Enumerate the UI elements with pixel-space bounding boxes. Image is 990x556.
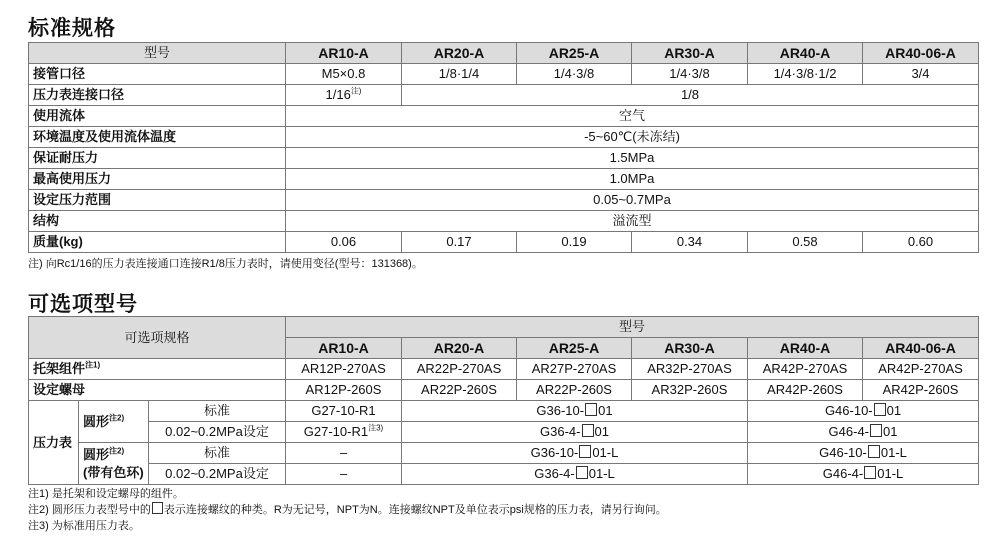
header-model: AR40-A	[748, 338, 863, 359]
cell-value: 1/4·3/8	[632, 64, 748, 85]
cell-value: 1/8·1/4	[402, 64, 517, 85]
cell-value: 0.05~0.7MPa	[286, 190, 979, 211]
cell-value	[286, 422, 402, 443]
gauge-type-label: 0.02~0.2MPa设定	[149, 422, 286, 443]
table-header-row	[29, 317, 979, 338]
footnote-2-text: 表示连接螺纹的种类。R为无记号，NPT为N。连接螺纹NPT及单位表示psi规格的压力表，请另行询问。	[163, 504, 667, 516]
cell-value: 空气	[286, 106, 979, 127]
row-label: 设定螺母	[29, 380, 286, 401]
cell-value: AR32P-270AS	[632, 359, 748, 380]
cell-value: 溢流型	[286, 211, 979, 232]
header-model-label: 型号	[286, 317, 979, 338]
header-model-label: 型号	[29, 43, 286, 64]
footnote-1: 注1) 是托架和设定螺母的组件。	[28, 488, 184, 500]
cell-value: 0.58	[748, 232, 863, 253]
footnote-marker: 注)	[350, 86, 362, 96]
cell-text: 01-L	[877, 466, 904, 481]
cell-value	[402, 422, 748, 443]
thread-placeholder-box	[576, 466, 588, 479]
round-color-gauge-label	[79, 443, 149, 485]
thread-placeholder-box	[579, 445, 591, 458]
row-label: 质量(kg)	[29, 232, 286, 253]
cell-value: 0.60	[863, 232, 979, 253]
cell-text: G36-10-	[536, 403, 585, 418]
row-label: 保证耐压力	[29, 148, 286, 169]
footnote-marker: 注3)	[368, 423, 384, 433]
table-row	[29, 232, 979, 253]
header-model: AR40-A	[748, 43, 863, 64]
header-model: AR40-06-A	[863, 338, 979, 359]
cell-value: 1/4·3/8	[517, 64, 632, 85]
cell-value: 3/4	[863, 64, 979, 85]
thread-placeholder-box	[874, 403, 886, 416]
round-color-text: 圆形	[83, 446, 110, 462]
row-label: 压力表连接口径	[29, 85, 286, 106]
cell-value: G27-10-R1	[286, 401, 402, 422]
table-row	[29, 401, 979, 422]
cell-text: 01-L	[588, 466, 615, 481]
table-row	[29, 211, 979, 232]
header-model: AR20-A	[402, 43, 517, 64]
cell-value: AR42P-260S	[863, 380, 979, 401]
cell-value	[748, 401, 979, 422]
cell-value: AR32P-260S	[632, 380, 748, 401]
cell-value: 1.5MPa	[286, 148, 979, 169]
table-row	[29, 127, 979, 148]
row-label-text: 托架组件	[33, 361, 86, 376]
header-model: AR25-A	[517, 43, 632, 64]
table-row	[29, 190, 979, 211]
thread-placeholder-box	[152, 502, 163, 514]
table-row	[29, 464, 979, 485]
cell-value	[402, 401, 748, 422]
cell-value: AR22P-260S	[402, 380, 517, 401]
header-model: AR10-A	[286, 43, 402, 64]
cell-value	[402, 464, 748, 485]
cell-text: G46-4-	[822, 466, 864, 481]
gauge-type-label: 标准	[149, 443, 286, 464]
cell-value	[748, 422, 979, 443]
cell-text: 01	[594, 424, 609, 439]
cell-value: M5×0.8	[286, 64, 402, 85]
cell-text: G46-4-	[828, 424, 870, 439]
table-row	[29, 443, 979, 464]
footnote-marker: 注2)	[109, 413, 125, 423]
row-label	[29, 359, 286, 380]
cell-value: 1/8	[402, 85, 979, 106]
cell-value: AR42P-270AS	[863, 359, 979, 380]
thread-placeholder-box	[585, 403, 597, 416]
cell-text: 01	[886, 403, 902, 418]
table-row	[29, 148, 979, 169]
gauge-type-label: 0.02~0.2MPa设定	[149, 464, 286, 485]
thread-placeholder-box	[582, 424, 594, 437]
cell-value: AR12P-260S	[286, 380, 402, 401]
cell-text: G36-4-	[540, 424, 581, 439]
options-table	[28, 316, 979, 485]
cell-value: 0.17	[402, 232, 517, 253]
header-model: AR30-A	[632, 338, 748, 359]
cell-value: 1.0MPa	[286, 169, 979, 190]
standard-spec-table	[28, 42, 979, 253]
cell-text: G36-4-	[534, 466, 575, 481]
row-label: 环境温度及使用流体温度	[29, 127, 286, 148]
row-label: 接管口径	[29, 64, 286, 85]
table-header-row	[29, 43, 979, 64]
options-footnotes	[28, 486, 667, 534]
table-row	[29, 64, 979, 85]
cell-value: 0.19	[517, 232, 632, 253]
footnote-3: 注3) 为标准用压力表。	[28, 520, 140, 532]
row-label: 结构	[29, 211, 286, 232]
cell-text: G27-10-R1	[303, 424, 369, 439]
cell-value: -5~60℃(未冻结)	[286, 127, 979, 148]
table-row	[29, 169, 979, 190]
cell-value: 1/4·3/8·1/2	[748, 64, 863, 85]
footnote-2	[28, 502, 667, 518]
gauge-label: 压力表	[29, 401, 79, 485]
header-model: AR30-A	[632, 43, 748, 64]
cell-value: AR22P-270AS	[402, 359, 517, 380]
cell-text: 01	[598, 403, 613, 418]
thread-placeholder-box	[870, 424, 882, 437]
row-label: 最高使用压力	[29, 169, 286, 190]
table-row	[29, 422, 979, 443]
cell-value	[748, 443, 979, 464]
cell-text: G36-10-	[530, 445, 579, 460]
cell-value	[286, 85, 402, 106]
table-row	[29, 85, 979, 106]
cell-value	[748, 464, 979, 485]
cell-text: 01-L	[592, 445, 619, 460]
cell-value: AR12P-270AS	[286, 359, 402, 380]
cell-text: G46-10-	[819, 445, 867, 460]
cell-value: –	[286, 464, 402, 485]
header-model: AR40-06-A	[863, 43, 979, 64]
footnote-marker: 注2)	[109, 446, 125, 456]
round-gauge-text: 圆形	[83, 413, 110, 429]
cell-value: AR27P-270AS	[517, 359, 632, 380]
cell-value: –	[286, 443, 402, 464]
table-row	[29, 106, 979, 127]
cell-value	[402, 443, 748, 464]
table-row	[29, 380, 979, 401]
cell-value: AR42P-260S	[748, 380, 863, 401]
row-label: 使用流体	[29, 106, 286, 127]
thread-placeholder-box	[868, 445, 880, 458]
footnote-marker: 注1)	[85, 360, 101, 370]
options-section-title: 可选项型号	[28, 293, 138, 316]
gauge-type-label: 标准	[149, 401, 286, 422]
header-spec-label: 可选项规格	[29, 317, 286, 359]
round-color-text: (带有色环)	[83, 464, 144, 480]
cell-value: AR42P-270AS	[748, 359, 863, 380]
header-model: AR25-A	[517, 338, 632, 359]
footnote-2-text: 注2) 圆形压力表型号中的	[28, 504, 151, 516]
header-model: AR20-A	[402, 338, 517, 359]
cell-text: 01	[883, 424, 898, 439]
cell-value: 0.06	[286, 232, 402, 253]
cell-text: 01-L	[880, 445, 907, 460]
spec-footnote: 注) 向Rc1/16的压力表连接通口连接R1/8压力表时，请使用变径(型号：131368)。	[28, 258, 423, 270]
cell-value: 0.34	[632, 232, 748, 253]
spec-section-title: 标准规格	[28, 17, 116, 40]
round-gauge-label	[79, 401, 149, 443]
thread-placeholder-box	[864, 466, 876, 479]
header-model: AR10-A	[286, 338, 402, 359]
cell-text: G46-10-	[824, 403, 873, 418]
row-label: 设定压力范围	[29, 190, 286, 211]
cell-text: 1/16	[325, 87, 351, 102]
cell-value: AR22P-260S	[517, 380, 632, 401]
table-row	[29, 359, 979, 380]
